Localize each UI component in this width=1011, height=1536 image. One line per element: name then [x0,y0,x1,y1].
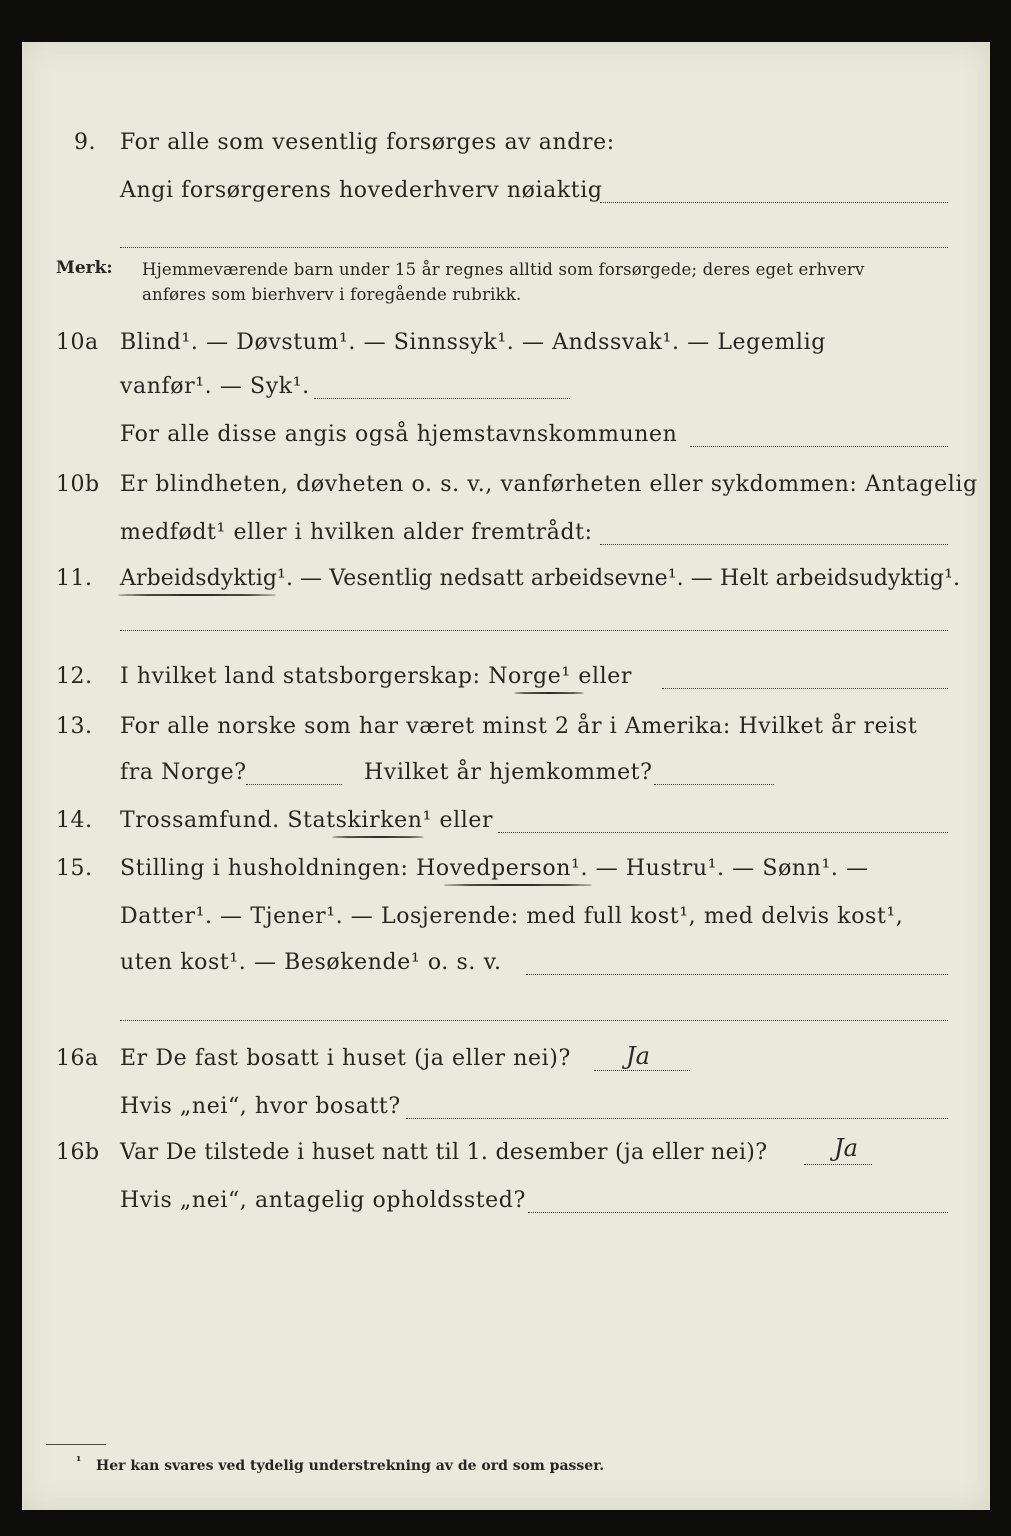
q16b-line-2: Hvis „nei“, antagelig opholdssted? [120,1188,526,1213]
q10b-line-1: Er blindheten, døvheten o. s. v., vanførheten eller sykdommen: Antagelig [120,472,978,497]
q9-text: For alle som vesentlig forsørges av andre: [120,130,615,155]
q9-number: 9. [74,130,96,155]
q16b-whereabouts-field[interactable] [528,1212,948,1213]
q11-extra-field[interactable] [120,630,948,631]
q10a-sick-field[interactable] [314,398,570,399]
q14-text: Trossamfund. Statskirken¹ eller [120,808,494,833]
footnote-mark: ¹ [76,1454,82,1468]
q10b-line-2: medfødt¹ eller i hvilken alder fremtrådt: [120,520,593,545]
q13-left-norway-label: fra Norge? [120,760,247,785]
q9-extra-field[interactable] [120,247,948,248]
q16b-number: 16b [56,1140,100,1165]
q14-underline-mark [332,836,424,838]
q13-returned-field[interactable] [654,784,774,785]
q15-number: 15. [56,856,93,881]
q16b-answer-field[interactable] [804,1164,872,1165]
merk-label: Merk: [56,258,113,278]
q9-provider-occupation-field[interactable] [600,202,948,203]
q12-number: 12. [56,664,93,689]
q13-returned-label: Hvilket år hjemkommet? [364,760,653,785]
merk-line-2: anføres som bierhverv i foregående rubrikk. [142,285,522,304]
q15-line-1: Stilling i husholdningen: Hovedperson¹. — Hustru¹. — Sønn¹. — [120,856,869,881]
q12-citizenship-field[interactable] [662,688,948,689]
q10a-line-1: Blind¹. — Døvstum¹. — Sinnssyk¹. — Andssvak¹. — Legemlig [120,330,826,355]
q10a-number: 10a [56,330,99,355]
q10a-line-2: vanfør¹. — Syk¹. [120,374,310,399]
merk-line-1: Hjemmeværende barn under 15 år regnes alltid som forsørgede; deres eget erhverv [142,260,865,279]
q9-provider-occupation-label: Angi forsørgerens hovederhverv nøiaktig [120,178,603,203]
q11-underline-mark [118,594,276,596]
q16a-residence-field[interactable] [406,1118,948,1119]
q16a-number: 16a [56,1046,99,1071]
q15-underline-mark [444,884,592,886]
q15-extra-field[interactable] [120,1020,948,1021]
q12-text: I hvilket land statsborgerskap: Norge¹ eller [120,664,632,689]
census-form-page [22,42,990,1510]
q16b-line-1: Var De tilstede i huset natt til 1. desember (ja eller nei)? [120,1140,768,1165]
q13-left-norway-field[interactable] [246,784,342,785]
q11-text: Arbeidsdyktig¹. — Vesentlig nedsatt arbeidsevne¹. — Helt arbeidsudyktig¹. [120,566,961,591]
q16b-handwritten-answer: Ja [834,1134,858,1162]
q10a-home-municipality-field[interactable] [690,446,948,447]
q14-religion-field[interactable] [498,832,948,833]
q13-line-1: For alle norske som har været minst 2 år i Amerika: Hvilket år reist [120,714,918,739]
q10b-number: 10b [56,472,100,497]
q16a-line-1: Er De fast bosatt i huset (ja eller nei)? [120,1046,571,1071]
q10a-line-3: For alle disse angis også hjemstavnskommunen [120,422,678,447]
q16a-line-2: Hvis „nei“, hvor bosatt? [120,1094,401,1119]
q16a-handwritten-answer: Ja [626,1042,650,1070]
q13-number: 13. [56,714,93,739]
footnote-text: Her kan svares ved tydelig understrekning av de ord som passer. [96,1458,605,1474]
q16a-answer-field[interactable] [594,1070,690,1071]
q14-number: 14. [56,808,93,833]
q15-line-2: Datter¹. — Tjener¹. — Losjerende: med full kost¹, med delvis kost¹, [120,904,904,929]
q15-other-field[interactable] [526,974,948,975]
q12-underline-mark [514,692,584,694]
footnote-rule [46,1444,106,1445]
q11-number: 11. [56,566,93,591]
q15-line-3: uten kost¹. — Besøkende¹ o. s. v. [120,950,502,975]
q10b-age-field[interactable] [600,544,948,545]
